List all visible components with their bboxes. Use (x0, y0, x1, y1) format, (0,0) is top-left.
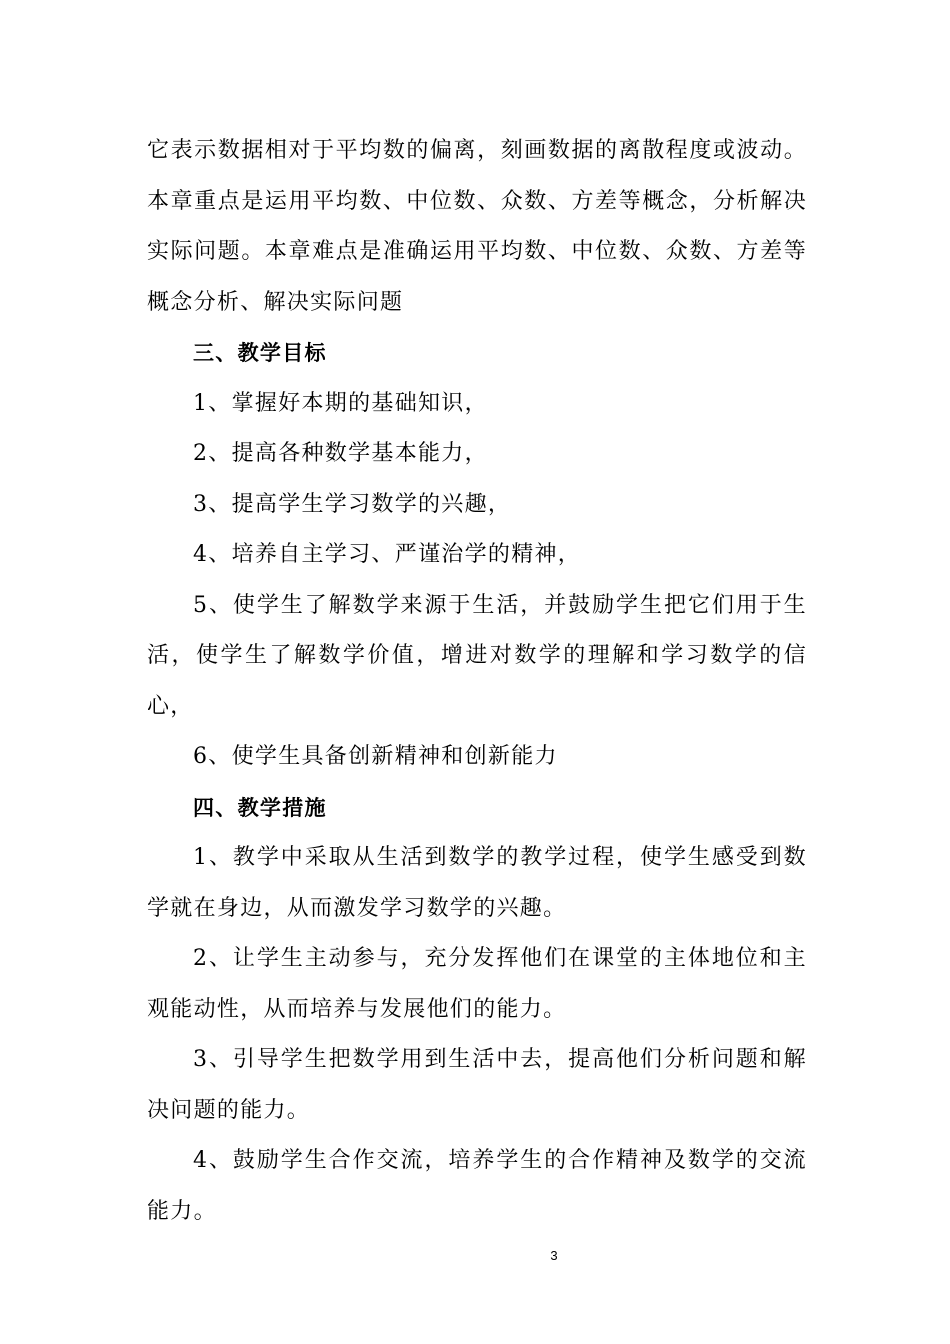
body-paragraph: 它表示数据相对于平均数的偏离，刻画数据的离散程度或波动。本章重点是运用平均数、中位数、众数、方差等概念，分析解决实际问题。本章难点是准确运用平均数、中位数、众数、方差等概念分析、解决实际问题 (147, 138, 807, 315)
section-heading-goals: 三、教学目标 (193, 341, 327, 365)
goal-item-1: 1、掌握好本期的基础知识， (193, 390, 488, 416)
measure-item-3: 3、引导学生把数学用到生活中去，提高他们分析问题和解决问题的能力。 (147, 1047, 807, 1123)
measure-item-2: 2、让学生主动参与，充分发挥他们在课堂的主体地位和主观能动性，从而培养与发展他们的能力。 (147, 946, 807, 1022)
goal-item-3: 3、提高学生学习数学的兴趣， (193, 491, 512, 517)
goal-item-6: 6、使学生具备创新精神和创新能力 (193, 744, 558, 769)
page-number: 3 (550, 1248, 558, 1263)
measure-item-4: 4、鼓励学生合作交流，培养学生的合作精神及数学的交流能力。 (147, 1148, 807, 1224)
goal-item-4: 4、培养自主学习、严谨治学的精神， (193, 542, 582, 567)
measure-item-1: 1、教学中采取从生活到数学的教学过程，使学生感受到数学就在身边，从而激发学习数学的兴趣。 (147, 845, 807, 921)
goal-item-5: 5、使学生了解数学来源于生活，并鼓励学生把它们用于生活，使学生了解数学价值，增进对数学的理解和学习数学的信心， (147, 592, 807, 719)
document-body (147, 126, 807, 1237)
section-heading-measures: 四、教学措施 (193, 795, 327, 820)
goal-item-2: 2、提高各种数学基本能力， (193, 441, 488, 466)
